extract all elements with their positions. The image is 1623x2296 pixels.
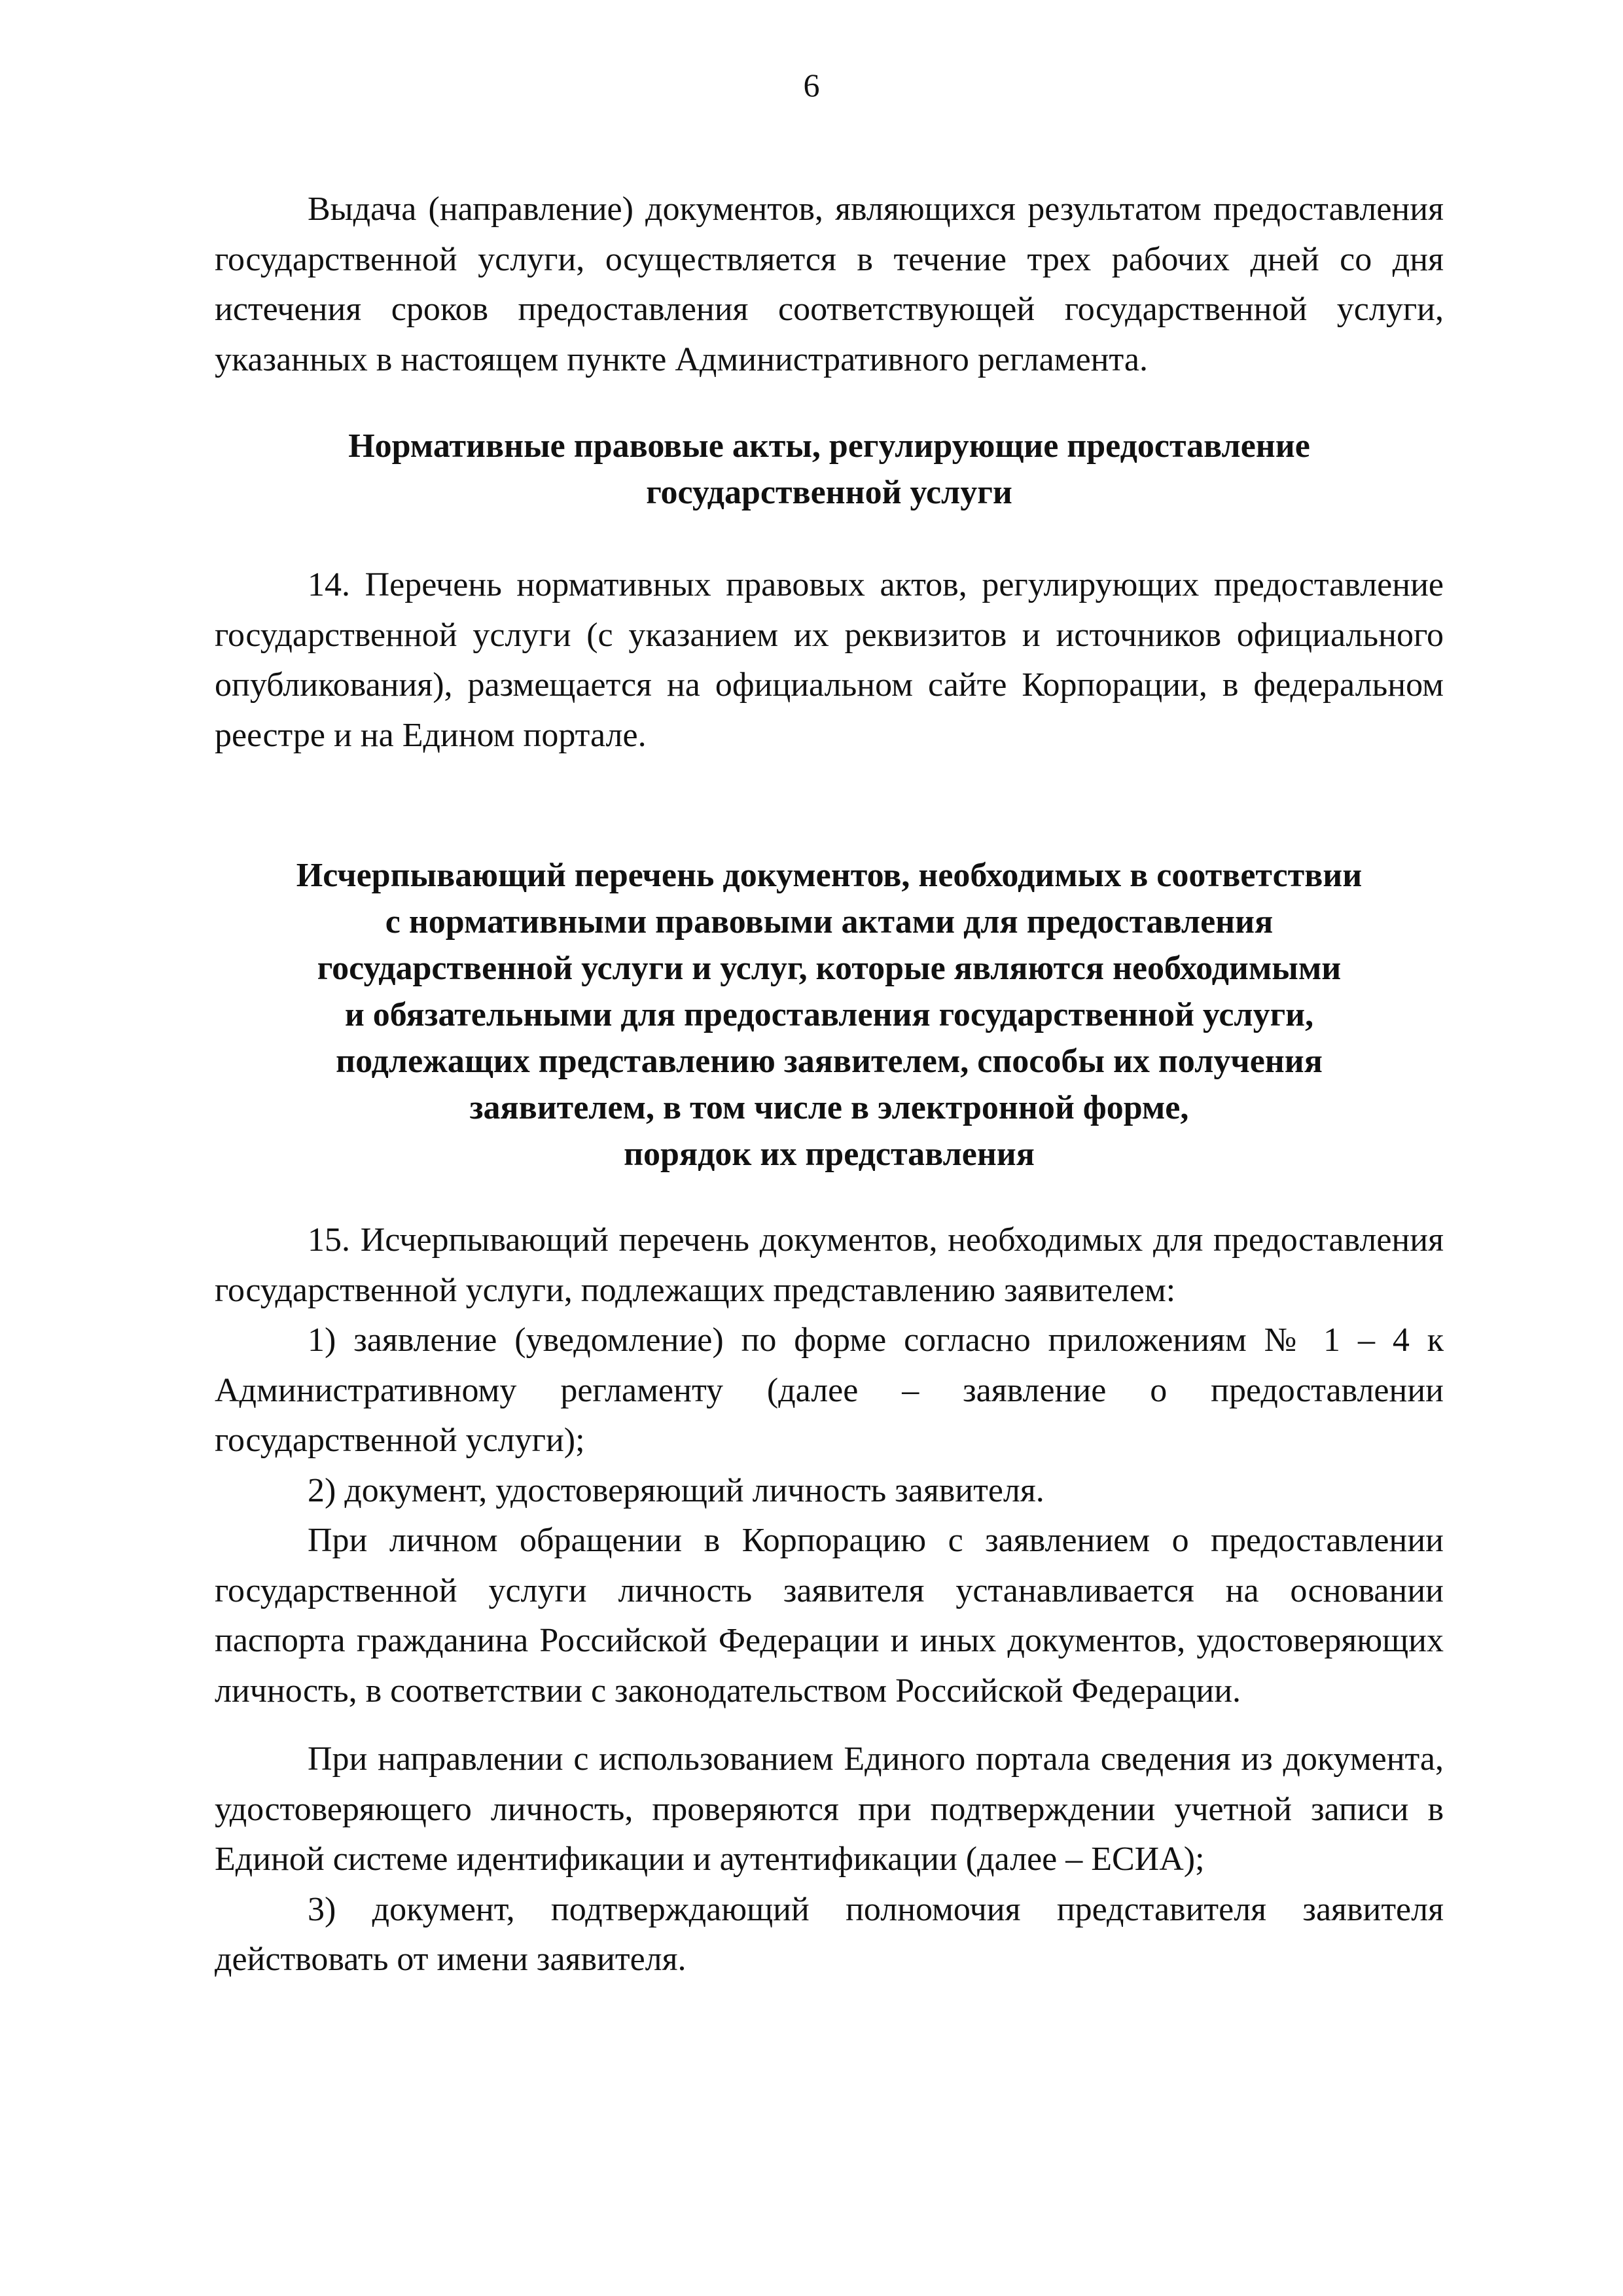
paragraph-unified-portal: При направлении с использованием Единого портала сведения из документа, удостоверяющего личность, проверяются при подтверждении учетной записи в Единой системе идентификации и аутентификации (далее – ЕСИА);	[215, 1740, 1444, 1878]
heading-line: государственной услуги и услуг, которые являются необходимыми	[317, 950, 1342, 987]
section-heading-normative-acts	[215, 423, 1444, 516]
heading-line: Исчерпывающий перечень документов, необходимых в соответствии	[296, 857, 1363, 894]
list-item-representative-authority: 3) документ, подтверждающий полномочия представителя заявителя действовать от имени заявителя.	[215, 1890, 1444, 1978]
paragraph-personal-visit: При личном обращении в Корпорацию с заявлением о предоставлении государственной услуги личность заявителя устанавливается на основании паспорта гражданина Российской Федерации и иных документов, удостоверяющих личность, в соответствии с законодательством Российской Федерации.	[215, 1522, 1444, 1710]
paragraph-result-issuance: Выдача (направление) документов, являющихся результатом предоставления государственной услуги, осуществляется в течение трех рабочих дней со дня истечения сроков предоставления соответствующей государственной услуги, указанных в настоящем пункте Административного регламента.	[215, 190, 1444, 378]
heading-line: и обязательными для предоставления государственной услуги,	[344, 996, 1314, 1033]
paragraph-14: 14. Перечень нормативных правовых актов, регулирующих предоставление государственной услуги (с указанием их реквизитов и источников официального опубликования), размещается на официальном сайте Корпорации, в федеральном реестре и на Едином портале.	[215, 566, 1444, 754]
heading-line: порядок их представления	[624, 1136, 1035, 1173]
heading-line: государственной услуги	[646, 474, 1012, 511]
heading-line: с нормативными правовыми актами для предоставления	[385, 903, 1274, 941]
page-number: 6	[803, 67, 820, 103]
paragraph-15: 15. Исчерпывающий перечень документов, необходимых для предоставления государственной услуги, подлежащих представлению заявителем:	[215, 1221, 1444, 1309]
section-heading-documents-list	[215, 852, 1444, 1177]
document-body	[215, 185, 1444, 1985]
heading-line: подлежащих представлению заявителем, способы их получения	[336, 1043, 1323, 1080]
list-item-identity-document: 2) документ, удостоверяющий личность заявителя.	[308, 1471, 1044, 1509]
heading-line: Нормативные правовые акты, регулирующие предоставление	[348, 427, 1310, 465]
heading-line: заявителем, в том числе в электронной форме,	[469, 1089, 1189, 1126]
list-item-application: 1) заявление (уведомление) по форме согласно приложениям № 1 – 4 к Административному регламенту (далее – заявление о предоставлении государственной услуги);	[215, 1321, 1444, 1459]
